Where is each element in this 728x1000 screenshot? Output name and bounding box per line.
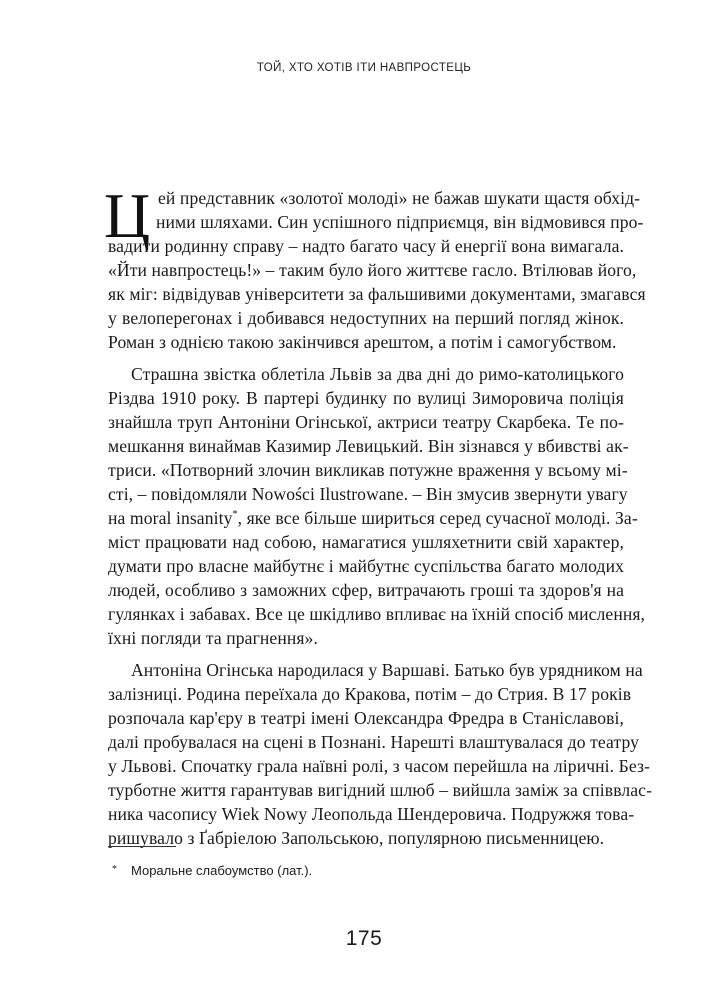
text-line: залізниці. Родина переїхала до Кракова, потім – до Стрия. В 17 років xyxy=(108,684,632,704)
text-line: Антоніна Огінська народилася у Варшаві. Батько був урядником на xyxy=(131,660,643,680)
footnote-reference[interactable]: * xyxy=(232,509,238,521)
text-line: турботне життя гарантував вигідний шлюб – вийшла заміж за співвлас- xyxy=(108,780,653,800)
text-line: розпочала кар'єру в театрі імені Олександра Фредра в Станіславові, xyxy=(108,708,624,728)
text-line: триси. «Потворний злочин викликав потужне враження у всьому мі- xyxy=(108,460,628,480)
text-line: як міг: відвідував університети за фальшивими документами, змагався xyxy=(108,284,646,304)
footnote-text: Моральне слабоумство (лат.). xyxy=(131,863,313,878)
page-number: 175 xyxy=(345,927,383,950)
text-line: у Львові. Спочатку грала наївні ролі, з часом перейшла на ліричні. Без- xyxy=(108,756,650,776)
text-line: вадити родинну справу – надто багато часу й енергії вона вимагала. xyxy=(108,236,624,256)
text-line: сті, – повідомляли Nowości Ilustrowane. – Він змусив звернути увагу xyxy=(108,484,628,504)
text-line: далі пробувалася на сцені в Познані. Нарешті влаштувалася до театру xyxy=(108,732,640,752)
text-line: ника часопису Wiek Nowy Леопольда Шендеровича. Подружжя това- xyxy=(108,804,635,824)
text-line: ними шляхами. Син успішного підприємця, він відмовився про- xyxy=(156,212,644,232)
text-line: Роман з однією такою закінчився арештом, а потім і самогубством. xyxy=(108,332,617,352)
text-line: міст працювати над собою, намагатися ушляхетнити свій характер, xyxy=(108,532,624,552)
text-segment: , яке все більше шириться серед сучасної молоді. За- xyxy=(237,508,638,528)
text-line-with-footnote xyxy=(108,506,638,530)
text-line: думати про власне майбутнє і майбутнє суспільства багато молодих xyxy=(108,556,624,576)
text-line: мешкання винаймав Казимир Левицький. Він зізнався у вбивстві ак- xyxy=(108,436,629,456)
text-line: «Йти навпростець!» – таким було його життєве гасло. Втілював його, xyxy=(108,260,637,280)
text-line: людей, особливо з заможних сфер, витрачають гроші та здоров'я на xyxy=(108,580,624,600)
text-segment: на moral insanity xyxy=(108,508,233,528)
text-line: ей представник «золотої молоді» не бажав шукати щастя обхід- xyxy=(158,188,641,208)
text-line: гулянках і забавах. Все це шкідливо впливає на їхній спосіб мислення, xyxy=(108,604,646,624)
running-head: ТОЙ, ХТО ХОТІВ ІТИ НАВПРОСТЕЦЬ xyxy=(256,62,472,74)
text-line: знайшла труп Антоніни Огінської, актриси театру Скарбека. Те по- xyxy=(108,412,624,432)
footnote-marker: * xyxy=(112,864,117,875)
text-line: Різдва 1910 року. В партері будинку по вулиці Зиморовича поліція xyxy=(108,388,624,408)
footnote-divider xyxy=(108,846,176,847)
text-line: ришувало з Ґабріелою Запольською, популярною письменницею. xyxy=(108,828,605,848)
text-line: у велоперегонах і добивався недоступних на перший погляд жінок. xyxy=(108,308,624,328)
drop-cap: Ц xyxy=(104,180,151,251)
text-line: їхні погляди та прагнення». xyxy=(108,628,318,648)
text-line: Страшна звістка облетіла Львів за два дні до римо-католицького xyxy=(131,364,624,384)
